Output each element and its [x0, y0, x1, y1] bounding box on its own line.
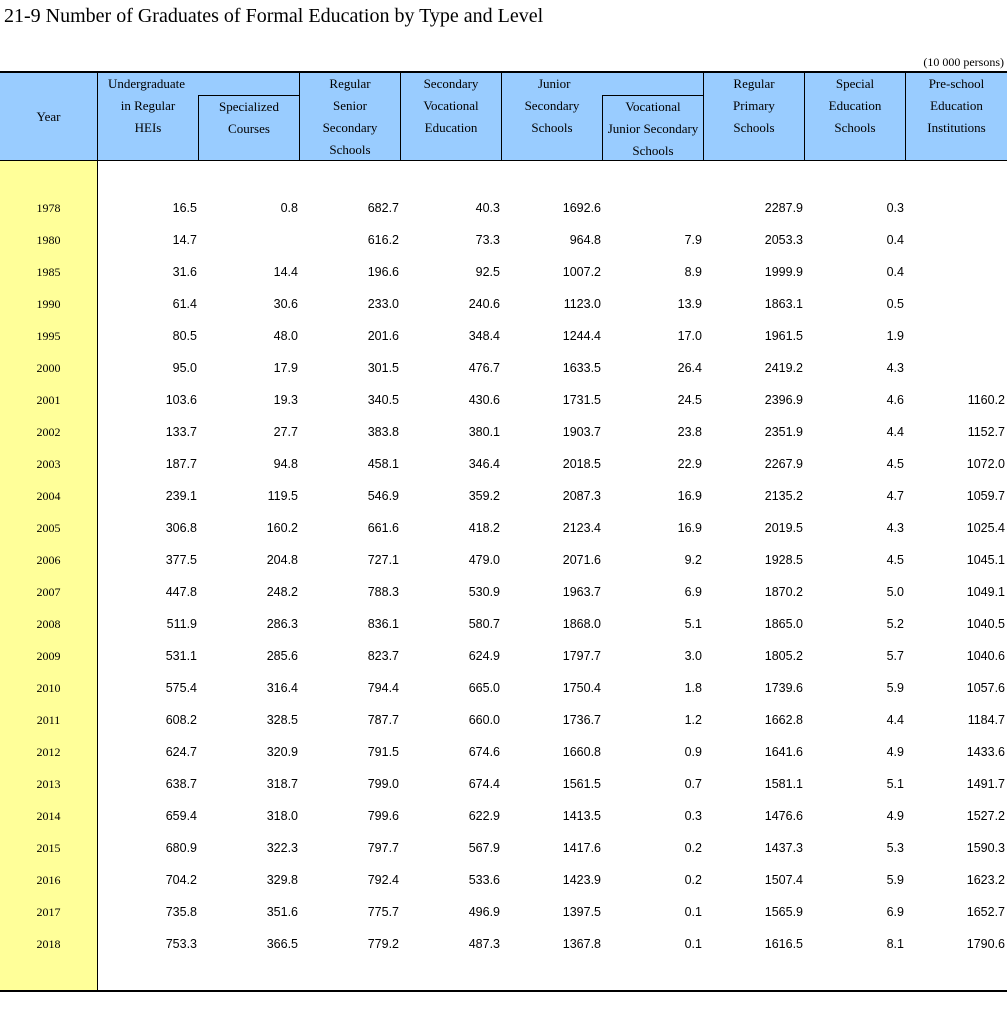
cell-value: 94.8 [273, 457, 298, 471]
cell-value: 0.3 [886, 201, 904, 215]
cell-value: 204.8 [266, 553, 298, 567]
cell-value: 964.8 [569, 233, 601, 247]
cell-value: 430.6 [468, 393, 500, 407]
cell-value: 533.6 [468, 873, 500, 887]
cell-value: 5.9 [886, 681, 904, 695]
cell-value: 727.1 [367, 553, 399, 567]
cell-value: 359.2 [468, 489, 500, 503]
cell-value: 1.2 [684, 713, 702, 727]
cell-year: 2018 [36, 937, 61, 951]
cell-value: 476.7 [468, 361, 500, 375]
cell-value: 1870.2 [764, 585, 803, 599]
table-row [0, 640, 1007, 672]
table-row [0, 320, 1007, 352]
header-junior-group: Junior [501, 73, 703, 160]
cell-value: 622.9 [468, 809, 500, 823]
cell-value: 5.3 [886, 841, 904, 855]
table-row [0, 704, 1007, 736]
cell-value: 19.3 [273, 393, 298, 407]
cell-value: 1736.7 [562, 713, 601, 727]
cell-value: 383.8 [367, 425, 399, 439]
cell-value: 1007.2 [562, 265, 601, 279]
cell-value: 575.4 [165, 681, 197, 695]
cell-year: 2004 [36, 489, 61, 503]
table-row [0, 832, 1007, 864]
cell-value: 239.1 [165, 489, 197, 503]
cell-value: 320.9 [266, 745, 298, 759]
cell-year: 2009 [36, 649, 61, 663]
cell-value: 240.6 [468, 297, 500, 311]
cell-year: 2000 [36, 361, 61, 375]
table-row [0, 576, 1007, 608]
cell-value: 80.5 [172, 329, 197, 343]
table-body [0, 192, 1007, 960]
cell-value: 4.7 [886, 489, 904, 503]
cell-value: 660.0 [468, 713, 500, 727]
cell-value: 2018.5 [562, 457, 601, 471]
cell-value: 458.1 [367, 457, 399, 471]
cell-value: 682.7 [367, 201, 399, 215]
table-row [0, 512, 1007, 544]
table-row [0, 256, 1007, 288]
cell-year: 1995 [36, 329, 61, 343]
cell-value: 1184.7 [967, 713, 1005, 727]
cell-value: 1476.6 [764, 809, 803, 823]
cell-value: 1903.7 [562, 425, 601, 439]
header-senior-secondary: Regular Senior Secondary Schools [299, 73, 400, 160]
cell-value: 4.4 [886, 713, 904, 727]
cell-value: 2351.9 [764, 425, 803, 439]
cell-value: 4.6 [886, 393, 904, 407]
table-row [0, 928, 1007, 960]
cell-value: 1731.5 [562, 393, 601, 407]
cell-value: 1652.7 [966, 905, 1005, 919]
table-row [0, 768, 1007, 800]
cell-value: 26.4 [677, 361, 702, 375]
cell-value: 6.9 [684, 585, 702, 599]
cell-value: 1040.5 [966, 617, 1005, 631]
cell-value: 48.0 [273, 329, 298, 343]
cell-value: 1057.6 [966, 681, 1005, 695]
cell-value: 608.2 [165, 713, 197, 727]
cell-value: 1160.2 [967, 393, 1005, 407]
cell-value: 1.8 [684, 681, 702, 695]
cell-value: 0.7 [684, 777, 702, 791]
cell-year: 2010 [36, 681, 61, 695]
cell-value: 0.4 [886, 233, 904, 247]
cell-value: 0.4 [886, 265, 904, 279]
cell-value: 1750.4 [562, 681, 601, 695]
cell-value: 616.2 [367, 233, 399, 247]
table-header [0, 73, 1007, 161]
cell-value: 119.5 [267, 489, 298, 503]
cell-value: 5.2 [886, 617, 904, 631]
cell-value: 1423.9 [562, 873, 601, 887]
cell-value: 286.3 [266, 617, 298, 631]
cell-value: 1999.9 [764, 265, 803, 279]
cell-value: 1123.0 [563, 297, 601, 311]
cell-value: 4.9 [886, 809, 904, 823]
cell-value: 160.2 [266, 521, 298, 535]
cell-value: 346.4 [468, 457, 500, 471]
cell-value: 31.6 [172, 265, 197, 279]
cell-value: 680.9 [165, 841, 197, 855]
cell-year: 2007 [36, 585, 61, 599]
cell-value: 546.9 [367, 489, 399, 503]
cell-value: 1963.7 [562, 585, 601, 599]
cell-value: 328.5 [266, 713, 298, 727]
cell-year: 2013 [36, 777, 61, 791]
table-row [0, 736, 1007, 768]
cell-year: 2011 [36, 713, 61, 727]
unit-label: (10 000 persons) [923, 55, 1004, 69]
cell-year: 2016 [36, 873, 61, 887]
cell-value: 4.4 [886, 425, 904, 439]
cell-value: 1797.7 [562, 649, 601, 663]
table-row [0, 224, 1007, 256]
cell-value: 351.6 [266, 905, 298, 919]
cell-value: 1417.6 [562, 841, 601, 855]
header-vocational: Secondary Vocational Education [400, 73, 501, 160]
table-row [0, 288, 1007, 320]
cell-value: 248.2 [266, 585, 298, 599]
cell-value: 27.7 [273, 425, 298, 439]
cell-value: 16.5 [172, 201, 197, 215]
cell-value: 753.3 [165, 937, 197, 951]
cell-value: 1025.4 [966, 521, 1005, 535]
cell-value: 1868.0 [562, 617, 601, 631]
cell-value: 17.9 [273, 361, 298, 375]
cell-value: 340.5 [367, 393, 399, 407]
page-title: 21-9 Number of Graduates of Formal Education by Type and Level [4, 5, 544, 27]
cell-value: 8.9 [684, 265, 702, 279]
cell-value: 2019.5 [764, 521, 803, 535]
cell-value: 659.4 [165, 809, 197, 823]
cell-value: 735.8 [165, 905, 197, 919]
cell-value: 567.9 [468, 841, 500, 855]
cell-value: 301.5 [367, 361, 399, 375]
table-row [0, 416, 1007, 448]
cell-value: 3.0 [684, 649, 702, 663]
cell-value: 1507.4 [764, 873, 803, 887]
cell-value: 1527.2 [966, 809, 1005, 823]
cell-value: 1739.6 [764, 681, 803, 695]
cell-value: 5.7 [886, 649, 904, 663]
cell-value: 92.5 [475, 265, 500, 279]
cell-value: 133.7 [165, 425, 197, 439]
cell-value: 787.7 [367, 713, 399, 727]
cell-value: 788.3 [367, 585, 399, 599]
cell-value: 4.3 [886, 521, 904, 535]
header-year: Year [36, 109, 61, 124]
cell-value: 1616.5 [764, 937, 803, 951]
cell-value: 73.3 [475, 233, 500, 247]
cell-value: 447.8 [165, 585, 197, 599]
cell-value: 511.9 [166, 617, 197, 631]
cell-value: 4.3 [886, 361, 904, 375]
cell-value: 531.1 [165, 649, 197, 663]
cell-value: 1072.0 [966, 457, 1005, 471]
cell-value: 61.4 [172, 297, 197, 311]
cell-value: 4.5 [886, 553, 904, 567]
cell-year: 2008 [36, 617, 61, 631]
cell-value: 17.0 [677, 329, 702, 343]
cell-value: 2053.3 [764, 233, 803, 247]
header-vocational-junior: Vocational Junior Secondary Schools [602, 95, 703, 160]
cell-value: 1561.5 [562, 777, 601, 791]
cell-value: 1433.6 [966, 745, 1005, 759]
cell-value: 377.5 [165, 553, 197, 567]
cell-value: 201.6 [367, 329, 399, 343]
cell-year: 2006 [36, 553, 61, 567]
table-bottom-rule [0, 990, 1007, 992]
cell-value: 23.8 [677, 425, 702, 439]
cell-value: 2123.4 [562, 521, 601, 535]
cell-value: 2071.6 [562, 553, 601, 567]
cell-value: 779.2 [367, 937, 399, 951]
cell-value: 1059.7 [966, 489, 1005, 503]
cell-value: 1437.3 [764, 841, 803, 855]
cell-value: 1367.8 [562, 937, 601, 951]
cell-value: 6.9 [886, 905, 904, 919]
cell-value: 30.6 [273, 297, 298, 311]
header-specialized: Specialized Courses [198, 95, 299, 160]
cell-year: 2017 [36, 905, 61, 919]
cell-value: 665.0 [468, 681, 500, 695]
cell-value: 799.0 [367, 777, 399, 791]
cell-value: 0.9 [684, 745, 702, 759]
cell-value: 704.2 [165, 873, 197, 887]
table-row [0, 608, 1007, 640]
cell-year: 2002 [36, 425, 61, 439]
cell-value: 1397.5 [562, 905, 601, 919]
cell-value: 624.7 [165, 745, 197, 759]
cell-value: 2419.2 [764, 361, 803, 375]
table-row [0, 480, 1007, 512]
cell-year: 1985 [36, 265, 61, 279]
cell-value: 348.4 [468, 329, 500, 343]
header-preschool: Pre-school Education Institutions [905, 73, 1007, 160]
cell-value: 791.5 [367, 745, 399, 759]
cell-value: 1633.5 [562, 361, 601, 375]
cell-value: 5.9 [886, 873, 904, 887]
cell-value: 0.3 [684, 809, 702, 823]
cell-value: 1961.5 [764, 329, 803, 343]
table-row [0, 448, 1007, 480]
cell-value: 22.9 [677, 457, 702, 471]
cell-value: 4.5 [886, 457, 904, 471]
header-primary: Regular Primary Schools [703, 73, 804, 160]
cell-value: 1045.1 [966, 553, 1005, 567]
cell-value: 196.6 [367, 265, 399, 279]
cell-value: 799.6 [367, 809, 399, 823]
cell-value: 1049.1 [966, 585, 1005, 599]
cell-year: 2015 [36, 841, 61, 855]
cell-value: 95.0 [172, 361, 197, 375]
header-undergraduate: in Regular HEIs [97, 95, 198, 160]
header-junior-secondary: Secondary Schools [501, 95, 602, 160]
cell-value: 24.5 [677, 393, 702, 407]
cell-value: 0.8 [280, 201, 298, 215]
cell-value: 1413.5 [562, 809, 601, 823]
cell-value: 103.6 [165, 393, 197, 407]
header-undergraduate-group: Undergraduate [97, 73, 299, 160]
cell-value: 0.1 [684, 905, 702, 919]
cell-value: 8.1 [886, 937, 904, 951]
cell-value: 380.1 [468, 425, 500, 439]
cell-value: 792.4 [367, 873, 399, 887]
table-row [0, 384, 1007, 416]
cell-value: 4.9 [886, 745, 904, 759]
cell-value: 7.9 [684, 233, 702, 247]
cell-value: 1.9 [886, 329, 904, 343]
cell-value: 16.9 [677, 521, 702, 535]
cell-value: 0.2 [684, 873, 702, 887]
cell-value: 1660.8 [562, 745, 601, 759]
cell-value: 40.3 [475, 201, 500, 215]
cell-value: 318.0 [266, 809, 298, 823]
table-row [0, 352, 1007, 384]
cell-value: 1491.7 [966, 777, 1005, 791]
cell-value: 2087.3 [562, 489, 601, 503]
cell-value: 1692.6 [562, 201, 601, 215]
table-row [0, 192, 1007, 224]
cell-value: 5.0 [886, 585, 904, 599]
cell-value: 530.9 [468, 585, 500, 599]
cell-value: 318.7 [266, 777, 298, 791]
cell-value: 1623.2 [966, 873, 1005, 887]
cell-value: 674.6 [468, 745, 500, 759]
cell-value: 0.1 [684, 937, 702, 951]
cell-value: 2135.2 [764, 489, 803, 503]
cell-value: 1790.6 [966, 937, 1005, 951]
cell-value: 418.2 [468, 521, 500, 535]
cell-value: 580.7 [468, 617, 500, 631]
cell-value: 0.5 [886, 297, 904, 311]
cell-value: 306.8 [165, 521, 197, 535]
table-row [0, 672, 1007, 704]
cell-value: 1863.1 [764, 297, 803, 311]
cell-value: 487.3 [468, 937, 500, 951]
cell-value: 322.3 [266, 841, 298, 855]
cell-value: 187.7 [165, 457, 197, 471]
cell-value: 16.9 [677, 489, 702, 503]
cell-value: 13.9 [677, 297, 702, 311]
cell-year: 1990 [36, 297, 61, 311]
cell-value: 1865.0 [764, 617, 803, 631]
cell-value: 329.8 [266, 873, 298, 887]
cell-value: 366.5 [266, 937, 298, 951]
cell-value: 14.4 [273, 265, 298, 279]
cell-value: 0.2 [684, 841, 702, 855]
cell-value: 316.4 [266, 681, 298, 695]
cell-year: 2005 [36, 521, 61, 535]
cell-value: 1581.1 [764, 777, 803, 791]
cell-year: 1980 [36, 233, 61, 247]
header-special-education: Special Education Schools [804, 73, 905, 160]
cell-value: 1244.4 [562, 329, 601, 343]
cell-year: 2001 [36, 393, 61, 407]
cell-value: 775.7 [367, 905, 399, 919]
cell-value: 5.1 [684, 617, 702, 631]
cell-value: 479.0 [468, 553, 500, 567]
cell-value: 1662.8 [764, 713, 803, 727]
cell-value: 1040.6 [966, 649, 1005, 663]
cell-value: 14.7 [172, 233, 197, 247]
cell-value: 624.9 [468, 649, 500, 663]
cell-year: 2012 [36, 745, 61, 759]
cell-value: 1565.9 [764, 905, 803, 919]
cell-year: 1978 [36, 201, 61, 215]
cell-value: 233.0 [367, 297, 399, 311]
cell-value: 5.1 [886, 777, 904, 791]
cell-value: 661.6 [367, 521, 399, 535]
cell-value: 2287.9 [764, 201, 803, 215]
cell-value: 9.2 [684, 553, 702, 567]
table-row [0, 896, 1007, 928]
cell-value: 1641.6 [764, 745, 803, 759]
table-row [0, 800, 1007, 832]
cell-value: 285.6 [266, 649, 298, 663]
cell-value: 1928.5 [764, 553, 803, 567]
cell-value: 1152.7 [967, 425, 1005, 439]
cell-value: 797.7 [367, 841, 399, 855]
table-row [0, 544, 1007, 576]
cell-value: 496.9 [468, 905, 500, 919]
cell-value: 1590.3 [966, 841, 1005, 855]
cell-year: 2003 [36, 457, 61, 471]
cell-value: 674.4 [468, 777, 500, 791]
cell-value: 836.1 [367, 617, 399, 631]
cell-value: 2396.9 [764, 393, 803, 407]
cell-year: 2014 [36, 809, 61, 823]
cell-value: 1805.2 [764, 649, 803, 663]
cell-value: 2267.9 [764, 457, 803, 471]
cell-value: 638.7 [165, 777, 197, 791]
cell-value: 823.7 [367, 649, 399, 663]
cell-value: 794.4 [367, 681, 399, 695]
table-row [0, 864, 1007, 896]
